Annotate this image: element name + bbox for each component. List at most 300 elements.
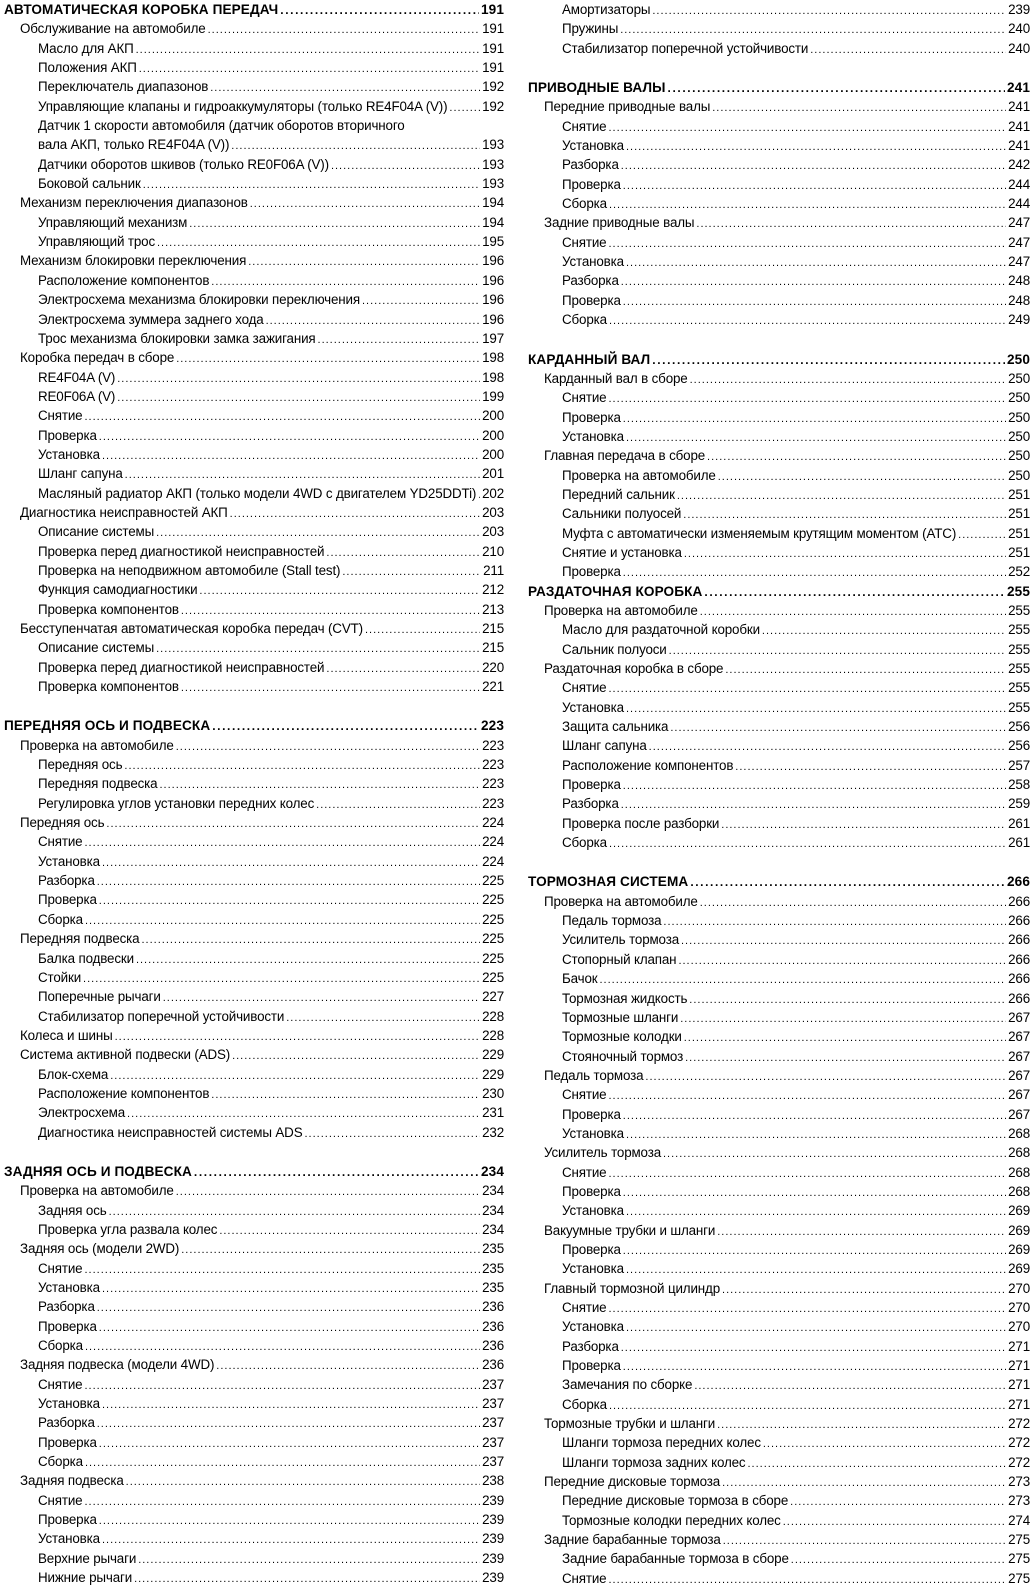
toc-entry[interactable] [4,1239,504,1258]
dot-leader [621,1339,1006,1358]
toc-entry[interactable] [528,1395,1030,1414]
dot-leader [621,157,1006,176]
toc-entry[interactable] [528,717,1030,736]
dot-leader [211,1086,480,1105]
toc-entry-title: Задняя подвеска (модели 4WD) [20,1357,215,1373]
toc-entry-title: Управляющий механизм [38,214,188,230]
toc-entry[interactable] [4,1471,504,1490]
toc-entry[interactable] [4,310,504,329]
toc-entry[interactable] [4,1375,504,1394]
toc-entry[interactable] [4,193,504,212]
toc-entry[interactable] [528,543,1030,562]
toc-page-number: 200 [482,408,504,424]
toc-entry-title: РАЗДАТОЧНАЯ КОРОБКА [528,583,703,599]
toc-page-number: 241 [1008,99,1030,115]
toc-entry[interactable] [528,989,1030,1008]
toc-entry[interactable] [4,1201,504,1220]
toc-entry[interactable] [528,794,1030,813]
dot-leader [694,1377,1006,1396]
dot-leader [199,582,480,601]
toc-page-number: 229 [482,1047,504,1063]
toc-entry[interactable] [4,832,504,851]
toc-entry[interactable] [528,213,1030,232]
toc-page-number: 196 [482,272,504,288]
toc-entry[interactable] [528,601,1030,620]
toc-entry-title: Передняя ось [20,815,105,831]
toc-entry[interactable] [4,387,504,406]
toc-entry[interactable] [528,117,1030,136]
toc-section-heading[interactable] [528,78,1030,97]
toc-entry[interactable] [528,1337,1030,1356]
toc-page-number: 234 [482,1202,504,1218]
toc-entry[interactable] [528,1356,1030,1375]
toc-entry[interactable] [4,213,504,232]
toc-entry[interactable] [528,1279,1030,1298]
toc-entry[interactable] [4,871,504,890]
toc-entry[interactable] [4,348,504,367]
toc-entry[interactable] [528,1201,1030,1220]
toc-entry[interactable] [4,1045,504,1064]
dot-leader [84,1377,480,1396]
toc-entry[interactable] [528,1163,1030,1182]
toc-entry-title: Снятие и установка [562,544,682,560]
toc-entry-title: Задние барабанные тормоза в сборе [562,1551,789,1567]
toc-entry-title: Задние барабанные тормоза [544,1532,721,1548]
dot-leader [286,1009,480,1028]
toc-entry[interactable] [528,1414,1030,1433]
toc-page-number: 273 [1008,1474,1030,1490]
toc-page-number: 192 [482,79,504,95]
dot-leader [97,1299,480,1318]
toc-entry-title: Проверка на неподвижном автомобиле (Stall test) [38,562,341,578]
toc-entry-title: Разборка [38,873,95,889]
toc-entry-title: Стойки [38,969,82,985]
toc-entry-title: Установка [562,254,624,270]
toc-entry-title: Шланг сапуна [38,466,123,482]
dot-leader [958,526,1006,545]
toc-entry[interactable] [528,1124,1030,1143]
toc-section-heading[interactable] [4,716,504,735]
toc-entry[interactable] [4,1026,504,1045]
dot-leader [696,215,1006,234]
dot-leader [102,1280,480,1299]
toc-entry[interactable] [4,19,504,38]
toc-entry[interactable] [528,1085,1030,1104]
toc-entry[interactable] [4,736,504,755]
toc-page-number: 266 [1008,893,1030,909]
toc-entry[interactable] [4,368,504,387]
toc-entry-title: Проверка [38,1434,97,1450]
toc-entry[interactable] [4,522,504,541]
toc-entry-title: Тормозные колодки [562,1029,682,1045]
toc-entry[interactable] [4,1278,504,1297]
dot-leader [331,157,480,176]
dot-leader [670,719,1006,738]
dot-leader [84,1493,480,1512]
dot-leader [677,487,1006,506]
toc-entry[interactable] [4,774,504,793]
dot-leader [117,389,480,408]
toc-page-number: 257 [1008,757,1030,773]
toc-entry[interactable] [4,890,504,909]
toc-section-heading[interactable] [4,0,504,19]
toc-entry[interactable] [528,698,1030,717]
toc-page-number: 236 [482,1338,504,1354]
toc-entry-title: Передние дисковые тормоза в сборе [562,1493,789,1509]
toc-section-heading[interactable] [4,1162,504,1181]
toc-entry-title: Проверка [562,409,621,425]
toc-entry-title: Балка подвески [38,950,134,966]
dot-leader [608,390,1006,409]
toc-page-number: 237 [482,1376,504,1392]
toc-entry-title: Проверка перед диагностикой неисправностей [38,659,325,675]
dot-leader [626,1126,1006,1145]
toc-entry-title: Снятие [562,1570,607,1586]
toc-entry[interactable] [528,911,1030,930]
toc-entry[interactable] [528,19,1030,38]
toc-entry[interactable] [528,136,1030,155]
toc-page-number: 191 [482,60,504,76]
dot-leader [608,1300,1006,1319]
toc-entry[interactable] [528,252,1030,271]
toc-page-number: 232 [482,1124,504,1140]
dot-leader [668,79,1006,98]
dot-leader [608,119,1006,138]
toc-entry[interactable] [4,406,504,425]
toc-entry[interactable] [4,1336,504,1355]
toc-entry-title: Снятие [562,680,607,696]
toc-entry[interactable] [528,1453,1030,1472]
toc-entry[interactable] [4,1065,504,1084]
toc-page-number: 250 [1008,448,1030,464]
dot-leader [663,913,1006,932]
toc-entry[interactable] [528,1259,1030,1278]
toc-entry[interactable] [4,1259,504,1278]
toc-page-number: 248 [1008,292,1030,308]
toc-entry[interactable] [528,1182,1030,1201]
toc-page-number: 239 [482,1512,504,1528]
toc-page-number: 221 [482,679,504,695]
toc-column-left [4,0,504,1588]
toc-page-number: 195 [482,234,504,250]
toc-entry[interactable] [4,813,504,832]
toc-entry[interactable] [4,1355,504,1374]
toc-entry[interactable] [4,929,504,948]
dot-leader [181,679,480,698]
toc-entry[interactable] [528,1530,1030,1549]
toc-section-heading[interactable] [528,872,1030,891]
toc-entry-title: Установка [562,699,624,715]
toc-entry[interactable] [528,1298,1030,1317]
dot-leader [685,1049,1006,1068]
toc-entry-title: Шланги тормоза задних колес [562,1454,746,1470]
toc-page-number: 266 [1007,874,1030,890]
dot-leader [626,700,1006,719]
dot-leader [316,796,480,815]
toc-entry[interactable] [528,1240,1030,1259]
toc-entry[interactable] [4,910,504,929]
toc-entry-title: Защита сальника [562,719,669,735]
dot-leader [762,622,1006,641]
toc-entry[interactable] [528,155,1030,174]
toc-page-number: 271 [1008,1377,1030,1393]
toc-entry[interactable] [4,1220,504,1239]
toc-entry-title: Задняя подвеска [20,1473,124,1489]
toc-entry-title: Проверка на автомобиле [544,893,698,909]
toc-page-number: 251 [1008,506,1030,522]
toc-page-number: 244 [1008,176,1030,192]
toc-entry[interactable] [528,175,1030,194]
toc-entry[interactable] [4,1394,504,1413]
toc-entry[interactable] [4,329,504,348]
toc-entry[interactable] [4,1433,504,1452]
toc-section-heading[interactable] [528,582,1030,601]
toc-entry[interactable] [528,1569,1030,1588]
toc-entry-title: Сборка [562,312,607,328]
toc-page-number: 234 [482,1221,504,1237]
toc-entry[interactable] [528,930,1030,949]
dot-leader [84,408,480,427]
dot-leader [124,757,480,776]
toc-section-heading[interactable] [528,350,1030,369]
section-gap [528,58,1030,78]
toc-entry[interactable] [528,1511,1030,1530]
toc-entry[interactable] [528,950,1030,969]
toc-page-number: 191 [482,40,504,56]
toc-entry[interactable] [528,271,1030,290]
toc-entry-title: КАРДАННЫЙ ВАЛ [528,351,651,367]
toc-entry[interactable] [4,600,504,619]
toc-entry-title: Проверка [562,1358,621,1374]
toc-entry[interactable] [528,1105,1030,1124]
toc-page-number: 236 [482,1299,504,1315]
toc-entry-title: Проверка на автомобиле [20,1183,174,1199]
toc-page-number: 249 [1008,312,1030,328]
toc-entry[interactable] [4,290,504,309]
toc-entry[interactable] [528,408,1030,427]
toc-page-number: 268 [1008,1183,1030,1199]
toc-entry[interactable] [4,97,504,116]
dot-leader [208,21,480,40]
toc-entry[interactable] [4,1103,504,1122]
toc-entry[interactable] [4,174,504,193]
toc-page-number: 241 [1008,138,1030,154]
toc-entry[interactable] [528,1317,1030,1336]
toc-entry-title: Замечания по сборке [562,1377,693,1393]
toc-page-number: 224 [482,853,504,869]
toc-entry[interactable] [528,775,1030,794]
toc-page-number: 191 [481,2,504,17]
toc-entry[interactable] [528,388,1030,407]
dot-leader [85,1454,480,1473]
toc-page-number: 203 [482,504,504,520]
toc-entry[interactable] [528,1433,1030,1452]
toc-entry-title: Установка [38,1280,100,1295]
dot-leader [626,138,1006,157]
toc-entry[interactable] [528,1047,1030,1066]
toc-page-number: 247 [1008,234,1030,250]
toc-page-number: 202 [482,485,504,501]
toc-entry[interactable] [4,445,504,464]
toc-entry[interactable] [528,833,1030,852]
toc-page-number: 196 [482,253,504,269]
toc-entry-title: Управляющий трос [38,234,155,250]
toc-page-number: 242 [1008,157,1030,173]
toc-entry-title: Передний сальник [562,486,675,502]
toc-entry[interactable] [4,271,504,290]
toc-entry[interactable] [4,852,504,871]
toc-entry[interactable] [4,1181,504,1200]
dot-leader [652,2,1006,21]
toc-entry-title: Стабилизатор поперечной устойчивости [38,1008,285,1024]
toc-page-number: 212 [482,582,504,598]
toc-entry[interactable] [528,1491,1030,1510]
toc-entry-title: Верхние рычаги [38,1550,137,1566]
toc-entry[interactable] [4,135,504,154]
toc-entry-title: Снятие [38,834,83,850]
toc-entry[interactable] [528,736,1030,755]
toc-entry[interactable] [528,233,1030,252]
toc-page-number: 270 [1008,1319,1030,1335]
toc-entry[interactable] [4,503,504,522]
toc-entry[interactable] [4,77,504,96]
toc-entry[interactable] [4,1297,504,1316]
toc-entry[interactable] [4,755,504,774]
toc-entry-title: Задняя ось [38,1202,107,1218]
toc-page-number: 234 [482,1183,504,1199]
dot-leader [99,1435,480,1454]
toc-entry[interactable] [4,232,504,251]
toc-entry-title: RE0F06A (V) [38,388,116,404]
toc-entry[interactable] [528,97,1030,116]
toc-entry[interactable] [4,677,504,696]
toc-entry-title: ПЕРЕДНЯЯ ОСЬ И ПОДВЕСКА [4,718,211,734]
toc-entry[interactable] [528,1008,1030,1027]
dot-leader [680,1010,1006,1029]
toc-entry[interactable] [528,562,1030,581]
dot-leader [689,991,1006,1010]
dot-leader [700,894,1006,913]
toc-entry[interactable] [528,1472,1030,1491]
toc-page-number: 224 [482,834,504,850]
toc-page-number: 192 [482,98,504,114]
toc-entry[interactable] [528,310,1030,329]
toc-entry[interactable] [528,524,1030,543]
toc-entry[interactable] [4,949,504,968]
toc-entry-title: Разборка [38,1415,95,1431]
toc-entry[interactable] [4,155,504,174]
toc-entry-title: Амортизаторы [562,2,651,17]
toc-entry[interactable] [4,251,504,270]
toc-page-number: 251 [1008,525,1030,541]
toc-page-number: 228 [482,1027,504,1043]
toc-page-number: 237 [482,1454,504,1470]
toc-page-number: 266 [1008,971,1030,987]
toc-entry[interactable] [528,194,1030,213]
toc-entry[interactable] [528,1143,1030,1162]
toc-entry[interactable] [4,484,504,503]
dot-leader [609,312,1006,331]
toc-entry[interactable] [4,658,504,677]
toc-entry[interactable] [528,969,1030,988]
toc-page-number: 268 [1008,1164,1030,1180]
toc-entry[interactable] [4,542,504,561]
toc-entry[interactable] [528,446,1030,465]
toc-entry[interactable] [528,1066,1030,1085]
toc-entry[interactable] [528,466,1030,485]
toc-entry[interactable] [4,1452,504,1471]
toc-entry-title: Установка [562,428,624,444]
toc-entry[interactable] [4,1568,504,1587]
toc-entry[interactable] [4,619,504,638]
toc-entry[interactable] [528,659,1030,678]
toc-entry[interactable] [4,1529,504,1548]
toc-entry[interactable] [4,638,504,657]
toc-entry[interactable] [528,640,1030,659]
toc-entry-title: Проверка [562,564,621,580]
toc-page-number: 223 [481,718,504,734]
toc-page-number: 271 [1008,1338,1030,1354]
toc-entry[interactable] [4,426,504,445]
toc-entry[interactable] [4,987,504,1006]
toc-entry[interactable] [4,561,504,580]
toc-entry[interactable] [528,814,1030,833]
toc-entry[interactable] [4,1123,504,1142]
toc-entry-title: Коробка передач в сборе [20,350,175,366]
toc-entry[interactable] [4,464,504,483]
toc-entry[interactable] [528,756,1030,775]
toc-entry[interactable] [528,1549,1030,1568]
toc-entry[interactable] [528,892,1030,911]
toc-entry[interactable] [4,1413,504,1432]
toc-entry[interactable] [528,0,1030,19]
toc-entry[interactable] [528,485,1030,504]
toc-entry[interactable] [4,794,504,813]
toc-entry[interactable] [528,39,1030,58]
toc-page-number: 234 [481,1163,504,1179]
toc-entry-title: Обслуживание на автомобиле [20,21,206,37]
toc-entry[interactable] [4,968,504,987]
dot-leader [136,41,481,60]
toc-entry-title: Нижние рычаги [38,1570,133,1586]
toc-entry[interactable] [528,427,1030,446]
toc-entry[interactable] [4,1491,504,1510]
toc-entry-title: Механизм блокировки переключения [20,253,247,269]
toc-page-number: 251 [1008,544,1030,560]
toc-entry[interactable] [528,291,1030,310]
toc-entry-title: Установка [562,1319,624,1335]
toc-entry[interactable] [4,1084,504,1103]
toc-entry[interactable] [4,1510,504,1529]
toc-entry[interactable] [4,116,504,135]
toc-entry[interactable] [4,58,504,77]
toc-entry[interactable] [4,1007,504,1026]
toc-page-number: 229 [482,1066,504,1082]
toc-entry[interactable] [528,620,1030,639]
toc-entry-title: Установка [562,138,624,154]
toc-entry[interactable] [528,1375,1030,1394]
toc-entry[interactable] [4,580,504,599]
toc-entry[interactable] [528,678,1030,697]
toc-entry[interactable] [528,1027,1030,1046]
toc-entry-title: Описание системы [38,524,155,540]
toc-entry[interactable] [528,369,1030,388]
dot-leader [99,892,480,911]
toc-entry[interactable] [528,504,1030,523]
toc-entry[interactable] [4,39,504,58]
toc-entry[interactable] [4,1317,504,1336]
toc-entry[interactable] [528,1221,1030,1240]
